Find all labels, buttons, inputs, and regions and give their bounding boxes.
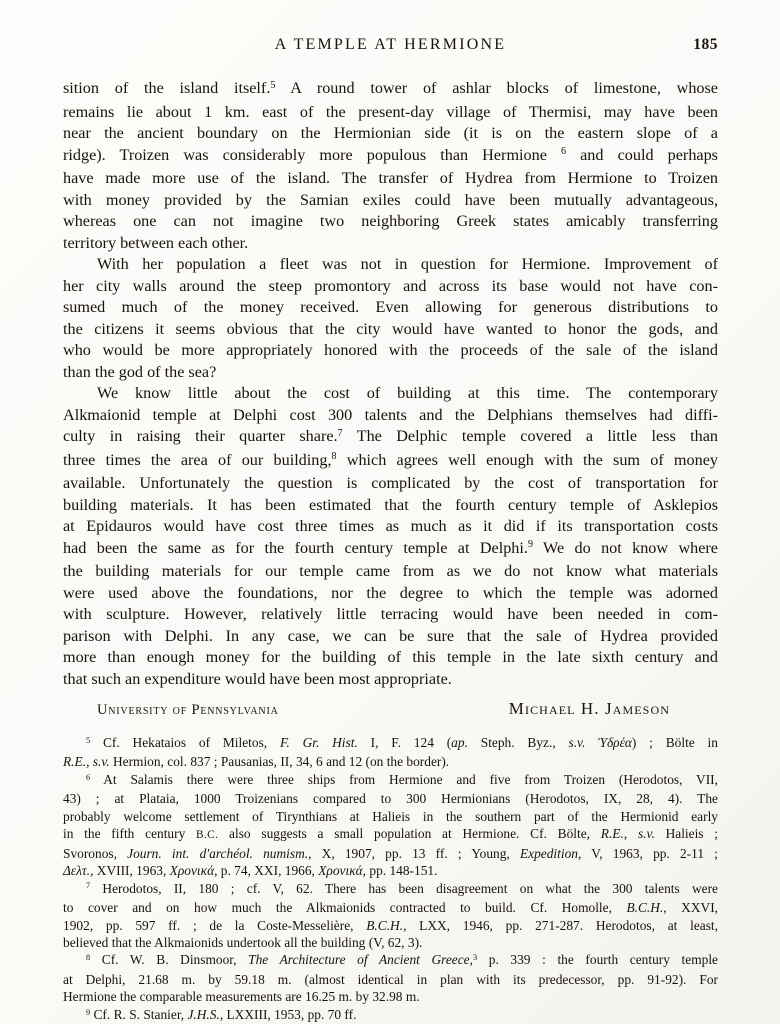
text-run: three times the area of our building, [63,450,332,469]
text-line [63,211,718,233]
text-run: ridge). Troizen was considerably more populous than Hermione [63,145,562,164]
text-run: , pp. 148-151. [362,863,438,879]
italic-citation: Δελτ. [63,863,91,879]
text-line [63,583,718,605]
text-run: ) ; Bölte in [631,735,718,750]
footnote-ref: 7 [86,881,91,891]
text-run: , XVIII, 1963, [90,863,170,879]
text-line [63,276,718,298]
text-line [63,190,718,212]
text-run: , LXX, 1946, pp. 271-287. Herodotos, at least, [403,917,718,933]
text-run: were used above the foundations, nor the degree to which the temple was adorned [63,583,718,602]
text-line [63,123,718,145]
text-line [63,917,718,934]
text-run: 1902, pp. 597 ff. ; de la Coste-Messelière, [63,917,367,933]
text-line [63,516,718,538]
italic-citation: B.C.H. [366,917,404,933]
text-line [63,626,718,648]
text-run: available. Unfortunately the question is complicated by the cost of transportation for [63,474,718,492]
text-line [63,825,718,844]
text-line [63,790,718,807]
text-line [63,78,718,102]
text-line [63,405,718,427]
text-run: building materials. It has been estimated that the fourth century temple of Asklepios [63,495,718,514]
text-run: near the ancient boundary on the Hermionian side (it is on the eastern slope of a [63,124,718,142]
text-line [63,561,718,583]
footnote-ref: 6 [86,772,91,782]
footnote [63,1006,718,1024]
text-run: and could perhaps [566,145,718,164]
italic-citation: Χρονικά [169,863,215,879]
text-run: believed that the Alkmaionids undertook all the building (V, 62, 3). [63,934,423,950]
article-title: A TEMPLE AT HERMIONE [274,36,507,53]
italic-citation: ap. [451,735,468,750]
text-run: culty in raising their quarter share. [63,427,338,445]
italic-citation: Χρονικά [318,863,363,879]
text-run: With her population a fleet was not in question for Hermione. Improvement of [97,255,718,273]
text-line [63,233,718,255]
text-run: The Delphic temple covered a little less than [342,427,718,445]
text-run: whereas one can not imagine two neighboring Greek states amicably transferring [63,212,718,230]
text-line [63,988,718,1005]
text-run: , LXXIII, 1953, pp. 70 ff. [219,1006,357,1022]
text-line [63,734,718,753]
text-line [63,168,718,190]
text-run: A round tower of ashlar blocks of limestone, whose [275,79,718,97]
page-number: 185 [693,36,718,53]
text-run: probably welcome settlement of Tirynthians at Halieis in the southern part of the Hermionid early [63,808,718,824]
text-run: , V, 1963, pp. 2-11 ; [577,845,718,861]
text-run: the building materials for our temple came from as we do not know what materials [63,562,718,580]
footnote-ref: 7 [337,427,343,439]
author-affiliation: University of Pennsylvania [97,702,279,718]
text-run: with sculpture. However, relatively little terracing would have been needed in com- [63,605,718,623]
text-line [63,297,718,319]
text-line [63,862,718,879]
text-line [63,808,718,825]
text-run: have made more use of the island. The transfer of Hydrea from Hermione to Troizen [63,169,718,187]
text-run: Alkmaionid temple at Delphi cost 300 talents and the Delphians themselves had diffi- [63,405,718,424]
text-line [63,880,718,899]
text-run: with money provided by the Samian exiles could have been mutually advantageous, [63,190,718,209]
text-line [63,753,718,770]
text-run: that such an expenditure would have been most appropriate. [63,669,452,688]
text-line [63,899,718,916]
body-paragraph [63,254,718,383]
text-line [63,845,718,862]
italic-citation: J.H.S. [187,1006,220,1022]
text-run: sition of the island itself. [63,79,271,97]
text-run: , [86,754,93,770]
text-run: , p. 74, XXI, 1966, [214,863,319,879]
text-run: Hermione the comparable measurements are 16.25 m. by 32.98 m. [63,989,420,1005]
text-line [63,771,718,790]
footnote-ref: 8 [331,451,337,463]
text-run: in the fifth century [63,826,197,842]
text-line [63,669,718,691]
text-run: who would be more appropriately honored with the proceeds of the sale of the island [63,341,718,359]
text-run: parison with Delphi. In any case, we can be sure that the sale of Hydrea provided [63,626,718,645]
italic-citation: The Architecture of Ancient Greece, [248,952,473,968]
text-run: p. 339 : the fourth century temple [477,952,718,968]
text-line [63,495,718,517]
text-line [63,102,718,124]
text-run: the citizens it seems obvious that the city would have wanted to honor the gods, and [63,319,718,338]
footnote-ref: 9 [86,1007,91,1017]
text-line [63,426,718,450]
text-line [63,538,718,562]
text-line [63,450,718,474]
italic-citation: s.v. [637,826,655,842]
text-line [63,647,718,669]
text-line [63,383,718,405]
footnote [63,880,718,952]
footnote-ref: 6 [561,146,567,158]
text-line [63,340,718,362]
text-run: sumed much of the money received. Even allowing for generous distributions to [63,298,718,316]
text-run: Cf. W. B. Dinsmoor, [90,952,249,968]
footnote-ref: 9 [527,539,533,551]
footnote-ref: 5 [86,735,91,745]
text-run: At Salamis there were three ships from Hermione and five from Troizen (Herodotos, VII, [90,771,718,787]
text-run: territory between each other. [63,233,249,252]
text-run: than the god of the sea? [63,362,217,381]
italic-citation: s.v. [568,735,586,750]
text-line [63,319,718,341]
text-run: I, F. 124 ( [357,735,452,750]
text-run: also suggests a small population at Hermione. Cf. Bölte, [218,826,601,842]
italic-citation: Journ. int. d'archéol. numism. [127,845,309,861]
text-run: 43) ; at Plataia, 1000 Troizenians compared to 300 Hermionians (Herodotos, IX, 28, 4). The [63,791,718,807]
text-run: We know little about the cost of building at this time. The contemporary [97,384,718,402]
italic-citation: Expedition [519,845,578,861]
text-line [63,604,718,626]
text-run: We do not know where [532,538,718,557]
text-line [63,254,718,276]
text-run: Cf. R. S. Stanier, [90,1006,188,1022]
text-run: more than enough money for the building of this temple in the late sixth century and [63,648,718,666]
italic-citation: R.E. [600,826,624,842]
text-run: Cf. Hekataios of Miletos, [90,735,280,750]
footnote [63,734,718,771]
text-run: Herodotos, II, 180 ; cf. V, 62. There has been disagreement on what the 300 talents were [90,880,718,896]
text-line [63,971,718,988]
text-run: at Epidauros would have cost three times as much as it did if its transportation costs [63,517,718,535]
text-run: her city walls around the steep promontory and across its base would not have con- [63,276,718,295]
text-line [63,473,718,495]
italic-citation: F. Gr. Hist. [279,735,358,750]
text-run: Halieis ; [654,826,718,842]
footnote [63,951,718,1005]
text-run: Steph. Byz., [467,735,569,750]
text-line [63,145,718,169]
footnote-ref: 5 [270,79,276,91]
article-body [63,78,718,690]
footnote-ref: 8 [86,953,91,963]
text-line [63,362,718,384]
text-run [585,735,598,750]
text-run: , XXVI, [663,900,718,916]
italic-citation: B.C.H. [626,900,664,916]
text-run: , [623,826,638,842]
text-run: remains lie about 1 km. east of the present-day village of Thermisi, may have been [63,102,718,121]
text-line [63,951,718,970]
italic-citation: Ὑδρέα [598,735,632,750]
body-paragraph [63,383,718,690]
text-run: at Delphi, 21.68 m. by 59.18 m. (almost identical in plan with its predecessor, pp. 91-92). For [63,971,718,987]
author-name: Michael H. Jameson [508,699,670,718]
text-line [63,934,718,951]
footnotes [63,734,718,1024]
signature-block [63,699,718,719]
text-run: to cover and on how much the Alkmaionids contracted to build. Cf. Homolle, [63,900,627,916]
body-paragraph [63,78,718,254]
text-run: Svoronos, [63,845,128,861]
text-run: B.C. [196,829,219,842]
italic-citation: R.E. [63,754,87,770]
text-run: Hermion, col. 837 ; Pausanias, II, 34, 6 and 12 (on the border). [109,754,450,770]
footnote-ref: 3 [472,953,478,963]
italic-citation: s.v. [92,754,110,770]
text-run: which agrees well enough with the sum of money [336,450,718,469]
footnote [63,771,718,880]
text-run: had been the same as for the fourth century temple at Delphi. [63,538,528,557]
text-run: , X, 1907, pp. 13 ff. ; Young, [308,845,520,861]
text-line [63,1006,718,1024]
running-head [63,36,718,56]
